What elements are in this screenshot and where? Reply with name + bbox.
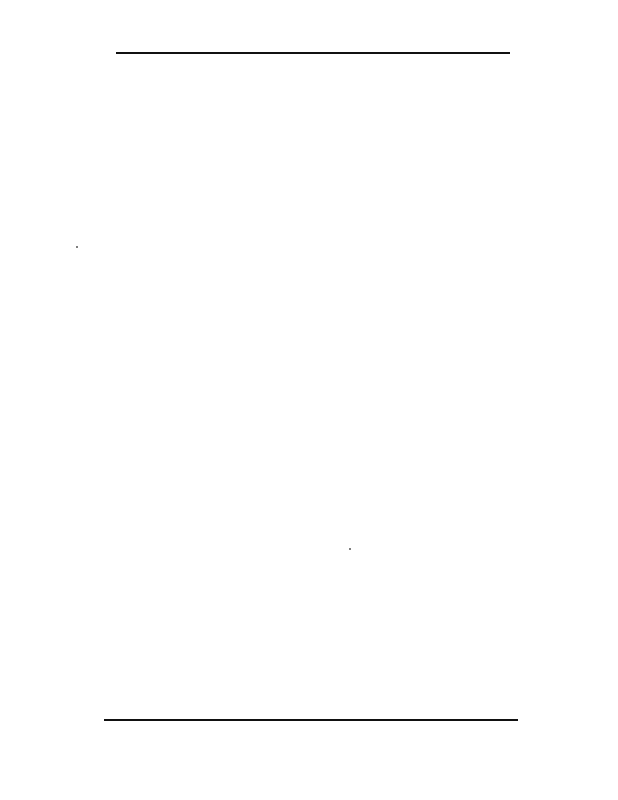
top-ornamental-border: [116, 50, 510, 76]
bottom-ornamental-border: [104, 700, 518, 728]
speck: [76, 246, 78, 248]
speck: [349, 548, 351, 550]
